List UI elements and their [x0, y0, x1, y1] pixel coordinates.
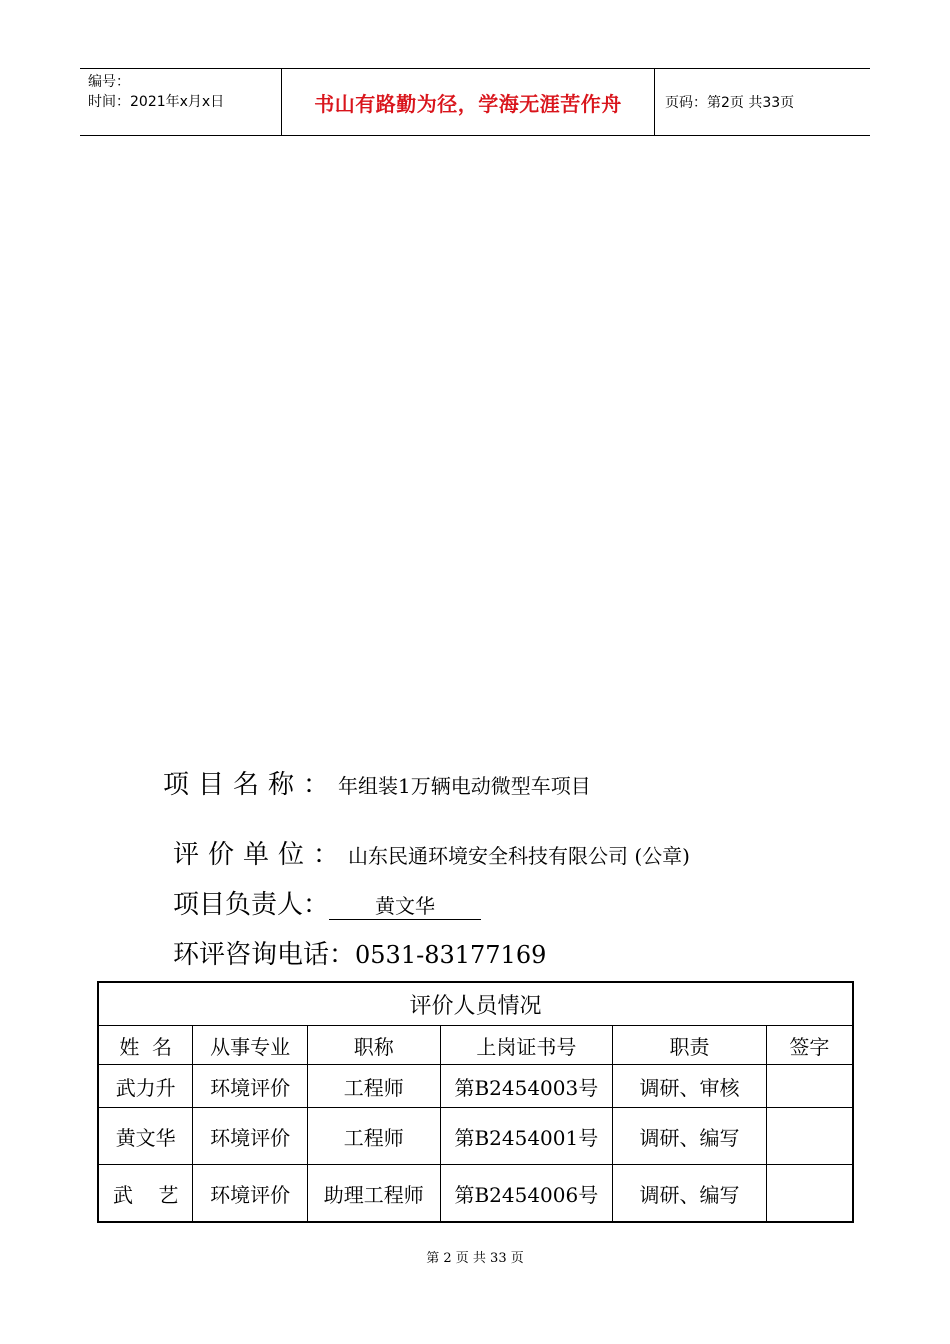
staff-title: 工程师 [307, 1065, 440, 1108]
staff-specialty: 环境评价 [193, 1065, 308, 1108]
staff-specialty: 环境评价 [193, 1165, 308, 1223]
column-header: 姓 名 [98, 1026, 193, 1065]
document-number: 编号： [88, 74, 130, 90]
project-lead-value: 黄文华 [329, 893, 481, 920]
project-name-label: 项目名称： [163, 770, 339, 800]
staff-signature [766, 1165, 853, 1223]
table-row [98, 1108, 853, 1165]
evaluation-unit-label: 评价单位： [173, 840, 349, 870]
consult-phone-row [173, 934, 546, 971]
staff-title: 工程师 [307, 1108, 440, 1165]
header-page-info: 页码：第2页 共33页 [665, 95, 795, 111]
column-header: 上岗证书号 [440, 1026, 613, 1065]
staff-table [97, 981, 854, 1223]
document-date: 时间：2021年x月x日 [88, 94, 225, 110]
staff-name: 黄文华 [98, 1108, 193, 1165]
column-header: 签字 [766, 1026, 853, 1065]
staff-certificate: 第B2454001号 [440, 1108, 613, 1165]
consult-phone-value: 0531-83177169 [355, 941, 547, 969]
staff-certificate: 第B2454006号 [440, 1165, 613, 1223]
project-name-row [163, 764, 591, 801]
evaluation-unit-value: 山东民通环境安全科技有限公司 (公章) [348, 844, 690, 868]
page-header [80, 68, 870, 136]
staff-title: 助理工程师 [307, 1165, 440, 1223]
evaluation-unit-row [173, 834, 690, 871]
staff-signature [766, 1108, 853, 1165]
staff-table-title: 评价人员情况 [98, 982, 853, 1026]
staff-table-title-row [98, 982, 853, 1026]
staff-specialty: 环境评价 [193, 1108, 308, 1165]
staff-table-header-row [98, 1026, 853, 1065]
project-lead-row [173, 884, 481, 921]
staff-certificate: 第B2454003号 [440, 1065, 613, 1108]
staff-duty: 调研、审核 [613, 1065, 767, 1108]
page-footer: 第 2 页 共 33 页 [426, 1251, 524, 1266]
column-header: 从事专业 [193, 1026, 308, 1065]
column-header: 职责 [613, 1026, 767, 1065]
staff-duty: 调研、编写 [613, 1165, 767, 1223]
table-row [98, 1065, 853, 1108]
staff-name: 武力升 [98, 1065, 193, 1108]
project-lead-label: 项目负责人： [173, 890, 330, 920]
column-header: 职称 [307, 1026, 440, 1065]
header-meta [80, 69, 282, 135]
header-motto: 书山有路勤为径，学海无涯苦作舟 [282, 69, 655, 135]
table-row [98, 1165, 853, 1223]
staff-signature [766, 1065, 853, 1108]
consult-phone-label: 环评咨询电话： [173, 940, 356, 970]
staff-name: 武 艺 [98, 1165, 193, 1223]
project-name-value: 年组装1万辆电动微型车项目 [338, 774, 591, 798]
staff-duty: 调研、编写 [613, 1108, 767, 1165]
